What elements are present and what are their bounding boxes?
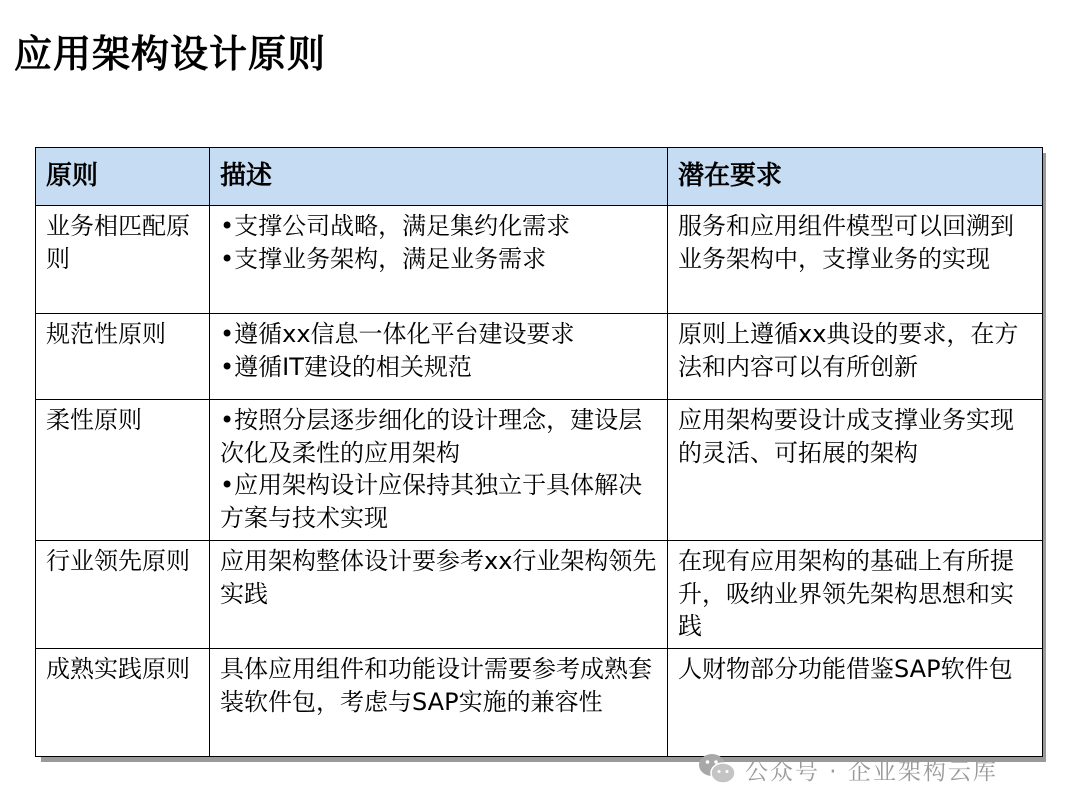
wechat-icon — [697, 752, 737, 786]
table-row — [36, 400, 1043, 541]
description-line: •支撑业务架构，满足业务需求 — [220, 244, 547, 273]
table-row — [36, 649, 1043, 757]
cell-principle: 行业领先原则 — [36, 541, 210, 649]
table-row — [36, 314, 1043, 400]
header-description: 描述 — [210, 148, 668, 206]
description-line: •遵循IT建设的相关规范 — [220, 352, 472, 381]
cell-description — [210, 541, 668, 649]
table-row — [36, 206, 1043, 314]
table-row — [36, 541, 1043, 649]
description-line: 应用架构整体设计要参考xx行业架构领先实践 — [220, 547, 657, 608]
cell-description — [210, 314, 668, 400]
cell-requirement: 人财物部分功能借鉴SAP软件包 — [668, 649, 1043, 757]
description-line: •支撑公司战略，满足集约化需求 — [220, 212, 571, 240]
cell-principle: 成熟实践原则 — [36, 649, 210, 757]
cell-requirement: 在现有应用架构的基础上有所提升，吸纳业界领先架构思想和实践 — [668, 541, 1043, 649]
cell-description — [210, 649, 668, 757]
watermark-text: 公众号 · 企业架构云库 — [745, 758, 998, 785]
description-line: 具体应用组件和功能设计需要参考成熟套装软件包，考虑与SAP实施的兼容性 — [220, 655, 652, 716]
description-line: •遵循xx信息一体化平台建设要求 — [220, 320, 575, 348]
description-line: •按照分层逐步细化的设计理念，建设层次化及柔性的应用架构 — [220, 406, 643, 467]
cell-description — [210, 206, 668, 314]
principles-table — [35, 147, 1043, 757]
cell-principle: 业务相匹配原则 — [36, 206, 210, 314]
cell-description — [210, 400, 668, 541]
watermark — [697, 751, 998, 787]
cell-requirement: 原则上遵循xx典设的要求，在方法和内容可以有所创新 — [668, 314, 1043, 400]
page-title: 应用架构设计原则 — [14, 32, 327, 76]
description-line: •应用架构设计应保持其独立于具体解决方案与技术实现 — [220, 471, 643, 532]
header-requirement: 潜在要求 — [668, 148, 1043, 206]
header-principle: 原则 — [36, 148, 210, 206]
cell-principle: 规范性原则 — [36, 314, 210, 400]
cell-requirement: 应用架构要设计成支撑业务实现的灵活、可拓展的架构 — [668, 400, 1043, 541]
table-header-row — [36, 148, 1043, 206]
cell-principle: 柔性原则 — [36, 400, 210, 541]
cell-requirement: 服务和应用组件模型可以回溯到业务架构中，支撑业务的实现 — [668, 206, 1043, 314]
